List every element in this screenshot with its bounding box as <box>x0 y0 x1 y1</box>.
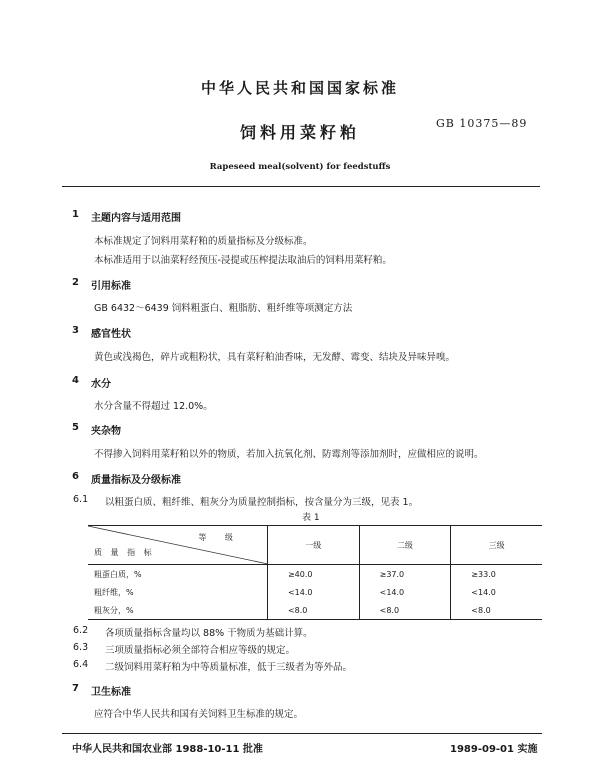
quality-grade-table <box>88 525 542 620</box>
section-6-title: 质量指标及分级标准 <box>91 475 181 486</box>
section-7-title: 卫生标准 <box>91 687 131 698</box>
cell-value: ≥40.0 <box>267 565 359 584</box>
header-grade-3: 三级 <box>451 526 542 565</box>
cell-value: <14.0 <box>359 583 451 601</box>
section-3-title: 感官性状 <box>91 329 131 340</box>
table-caption: 表 1 <box>302 513 320 523</box>
section-3-number: 3 <box>72 325 79 336</box>
cell-value: <8.0 <box>451 601 542 620</box>
clause-6-1-number: 6.1 <box>73 494 89 505</box>
clause-6-3-text: 三项质量指标必须全部符合相应等级的规定。 <box>105 645 296 656</box>
header-grade-2: 二级 <box>359 526 451 565</box>
clause-6-1-text: 以粗蛋白质、粗纤维、粗灰分为质量控制指标，按含量分为三级，见表 1。 <box>105 497 419 508</box>
header-index-label: 质 量 指 标 <box>94 548 155 557</box>
section-2-number: 2 <box>72 277 79 288</box>
row-label: 粗纤维，% <box>94 587 134 597</box>
table-header-row <box>88 526 542 565</box>
cell-value: ≥33.0 <box>451 565 542 584</box>
approval-date: 中华人民共和国农业部 1988-10-11 批准 <box>72 744 263 755</box>
document-title: 饲料用菜籽粕 <box>239 123 360 142</box>
section-3-paragraph-1: 黄色或浅褐色，碎片或粗粉状，具有菜籽粕油香味，无发酵、霉变、结块及异味异嗅。 <box>94 352 456 363</box>
section-7-number: 7 <box>72 683 79 694</box>
clause-6-4-number: 6.4 <box>73 659 89 670</box>
header-rule <box>62 186 540 187</box>
national-standard-heading: 中华人民共和国国家标准 <box>200 79 399 97</box>
cell-value: <8.0 <box>359 601 451 620</box>
standard-code: GB 10375—89 <box>436 117 528 130</box>
table-row <box>88 601 542 620</box>
section-1-paragraph-2: 本标准适用于以油菜籽经预压-浸提或压榨提法取油后的饲料用菜籽粕。 <box>94 255 392 266</box>
header-grade-label: 等 级 <box>198 533 241 542</box>
section-1-title: 主题内容与适用范围 <box>91 213 181 224</box>
section-5-number: 5 <box>72 422 79 433</box>
document-title-english: Rapeseed meal(solvent) for feedstuffs <box>209 162 391 172</box>
clause-6-4-text: 二级饲料用菜籽粕为中等质量标准，低于三级者为等外品。 <box>105 662 353 673</box>
footer-rule <box>62 733 542 734</box>
section-6-number: 6 <box>72 471 79 482</box>
section-4-number: 4 <box>72 375 79 386</box>
section-5-title: 夹杂物 <box>91 426 121 437</box>
section-1-number: 1 <box>72 209 79 220</box>
cell-value: <14.0 <box>267 583 359 601</box>
section-2-paragraph-1: GB 6432～6439 饲料粗蛋白、粗脂肪、粗纤维等项测定方法 <box>94 303 353 314</box>
diagonal-divider-line <box>88 526 268 564</box>
clause-6-2-number: 6.2 <box>73 625 89 636</box>
section-4-title: 水分 <box>91 379 111 390</box>
implementation-date: 1989-09-01 实施 <box>450 744 538 755</box>
section-4-paragraph-1: 水分含量不得超过 12.0%。 <box>94 401 213 412</box>
table-row <box>88 583 542 601</box>
section-1-paragraph-1: 本标准规定了饲料用菜籽粕的质量指标及分级标准。 <box>94 236 313 247</box>
row-label: 粗蛋白质，% <box>94 569 142 579</box>
cell-value: <14.0 <box>451 583 542 601</box>
row-label: 粗灰分，% <box>88 601 267 620</box>
clause-6-3-number: 6.3 <box>73 642 89 653</box>
header-grade-1: 一级 <box>267 526 359 565</box>
section-2-title: 引用标准 <box>91 281 131 292</box>
table-row <box>88 565 542 584</box>
table-diagonal-header-cell <box>88 526 267 565</box>
cell-value: <8.0 <box>267 601 359 620</box>
section-7-paragraph-1: 应符合中华人民共和国有关饲料卫生标准的规定。 <box>94 709 304 720</box>
clause-6-2-text: 各项质量指标含量均以 88% 干物质为基础计算。 <box>105 628 313 639</box>
cell-value: ≥37.0 <box>359 565 451 584</box>
section-5-paragraph-1: 不得掺入饲料用菜籽粕以外的物质，若加入抗氧化剂、防霉剂等添加剂时，应做相应的说明。 <box>94 449 484 460</box>
